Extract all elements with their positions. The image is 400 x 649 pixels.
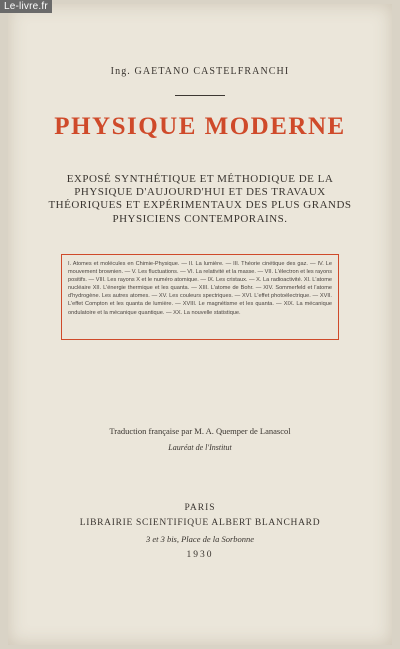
title-divider [175,95,225,96]
book-subtitle: EXPOSÉ SYNTHÉTIQUE ET MÉTHODIQUE DE LA PHYSIQUE D'AUJOURD'HUI ET DES TRAVAUX THÉORIQUES ET EXPÉRIMENTAUX DES PLUS GRANDS PHYSICIENS CONTEMPORAINS. [48,173,352,225]
table-of-contents-box [61,254,339,340]
publisher-name: LIBRAIRIE SCIENTIFIQUE ALBERT BLANCHARD [79,518,321,528]
publisher-address: 3 et 3 bis, Place de la Sorbonne [145,534,255,544]
author-line: Ing. GAETANO CASTELFRANCHI [110,66,290,77]
table-of-contents-text: I. Atomes et molécules en Chimie-Physique. — II. La lumière. — III. Théorie cinétique des gaz. — IV. Le mouvement brownien. — V. Les fluctuations. — VI. La relativité et la masse. — VII. L'électron et les rayons positifs. — VIII. Les rayons X et le numéro atomique. — IX. Les cristaux. — X. La radioactivité. XI. L'atome nucléaire XII. L'énergie thermique et les quanta. — XIII. L'atome de Bohr. — XIV. Sommerfeld et l'atome d'hydrogène. Les autres atomes. — XV. Les couleurs spectriques. — XVI. L'effet photoélectrique. — XVII. L'effet Compton et les quanta de lumière. — XVIII. Le magnétisme et les quanta. — XIX. La mécanique ondulatoire et la mécanique quantique. — XX. La nouvelle statistique. [68,261,332,316]
book-title: PHYSIQUE MODERNE [54,113,346,140]
translation-credit: Traduction française par M. A. Quemper de Lanascol [109,426,291,436]
translator-title: Lauréat de l'Institut [168,443,232,452]
seller-logo: Le-livre.fr [0,0,52,13]
publication-city: PARIS [184,503,216,513]
publication-year: 1930 [186,550,214,560]
